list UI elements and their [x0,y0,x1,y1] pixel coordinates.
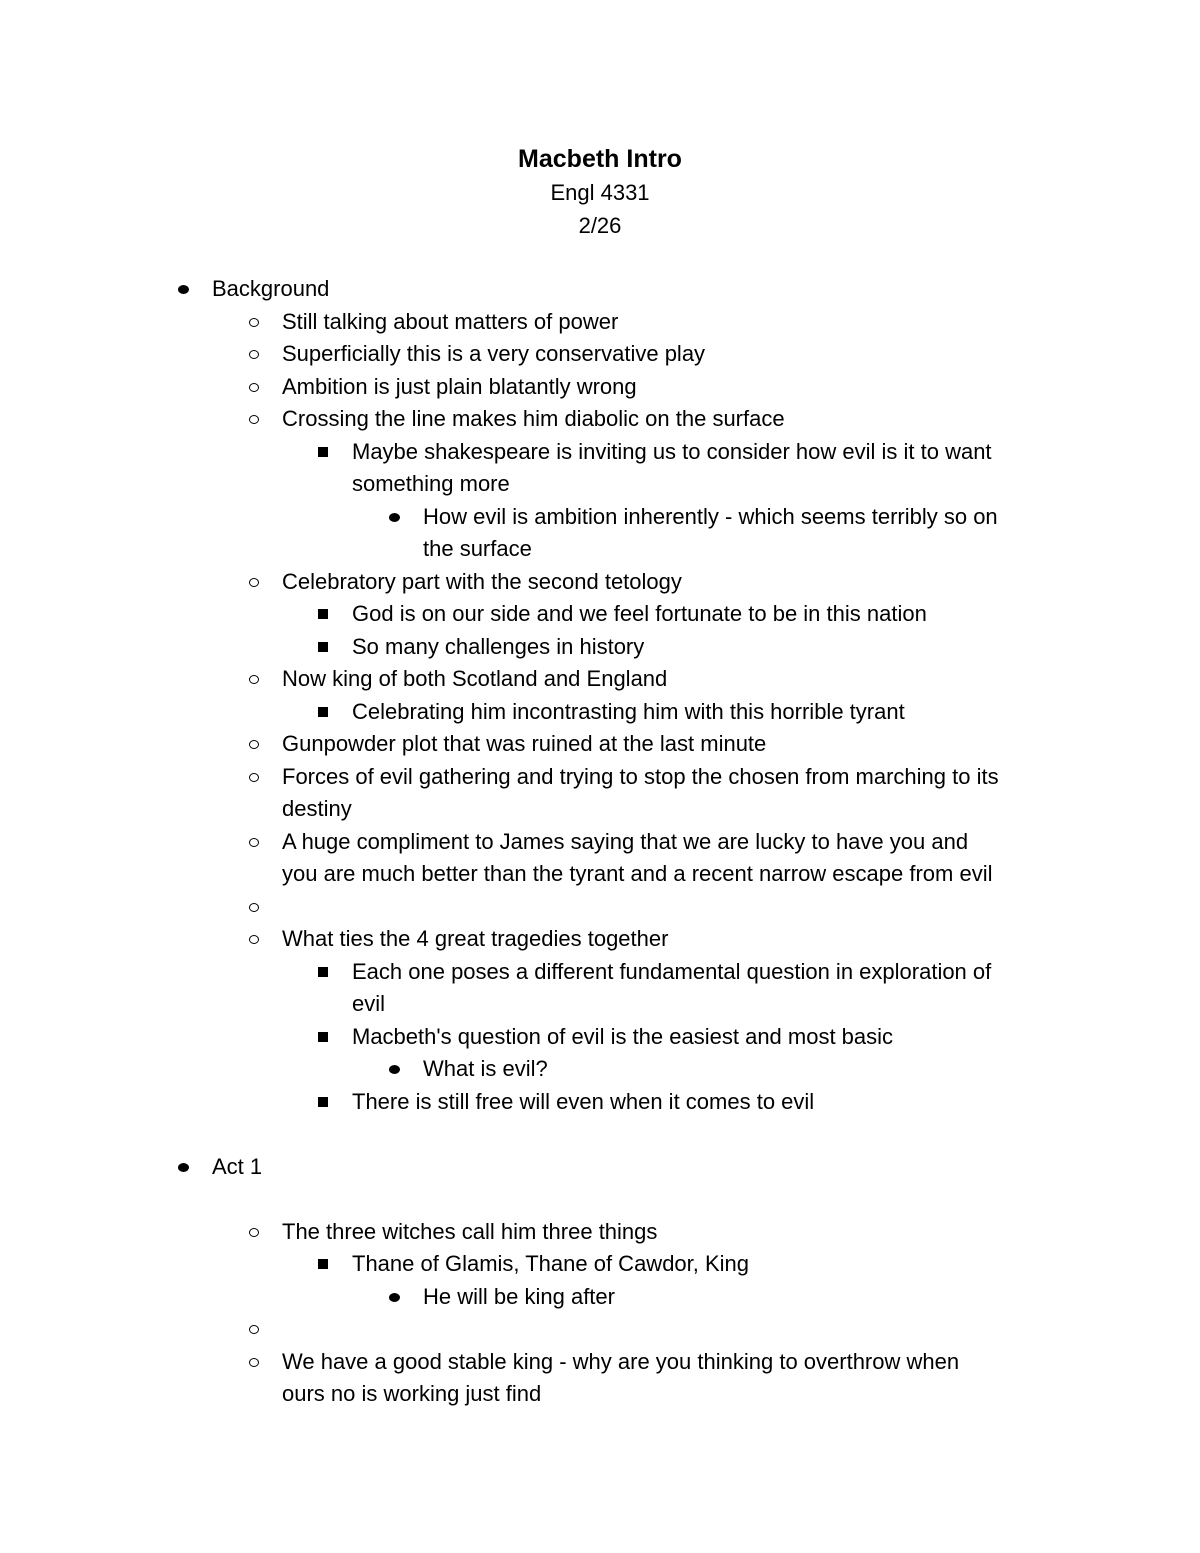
disc-bullet-icon [389,1065,400,1074]
outline-item-text: the surface [423,536,532,561]
square-bullet-icon [318,707,328,717]
circle-bullet-icon [249,773,259,782]
square-bullet-icon [318,1032,328,1042]
square-bullet-icon [318,967,328,977]
outline-item-text: you are much better than the tyrant and a recent narrow escape from evil [282,861,993,886]
disc-bullet-icon [178,285,189,294]
circle-bullet-icon [249,903,259,912]
circle-bullet-icon [249,838,259,847]
disc-bullet-icon [389,513,400,522]
circle-bullet-icon [249,1358,259,1367]
outline-item-text: How evil is ambition inherently - which seems terribly so on [423,503,998,529]
outline-item-text: Forces of evil gathering and trying to stop the chosen from marching to its [282,763,999,789]
circle-bullet-icon [249,1228,259,1237]
outline-item-text: What ties the 4 great tragedies together [282,926,669,951]
outline-item-text: There is still free will even when it comes to evil [352,1088,815,1114]
outline-item-text: A huge compliment to James saying that we are lucky to have you and [282,828,969,854]
outline-item-text: Still talking about matters of power [282,308,619,334]
outline-item-text: So many challenges in history [352,633,645,659]
outline-item-text: Macbeth's question of evil is the easiest and most basic [352,1023,894,1049]
square-bullet-icon [318,642,328,652]
square-bullet-icon [318,1259,328,1269]
circle-bullet-icon [249,318,259,327]
circle-bullet-icon [249,415,259,424]
circle-bullet-icon [249,350,259,359]
square-bullet-icon [318,447,328,457]
outline-item-text: Background [212,276,330,301]
circle-bullet-icon [249,383,259,392]
outline-item-text: Thane of Glamis, Thane of Cawdor, King [352,1251,750,1276]
document-date: 2/26 [578,213,622,238]
outline-item-text: What is evil? [423,1056,548,1081]
outline-item-text: Gunpowder plot that was ruined at the last minute [282,731,767,756]
outline-item-text: Now king of both Scotland and England [282,666,668,691]
outline-item-text: He will be king after [423,1283,615,1309]
outline-item-text: Superficially this is a very conservative play [282,341,706,366]
course-code: Engl 4331 [550,180,650,205]
document-title: Macbeth Intro [518,145,682,173]
circle-bullet-icon [249,578,259,587]
square-bullet-icon [318,1097,328,1107]
outline-item-text: God is on our side and we feel fortunate to be in this nation [352,601,927,626]
outline-item-text: We have a good stable king - why are you thinking to overthrow when [282,1348,960,1374]
outline-item-text: Maybe shakespeare is inviting us to consider how evil is it to want [352,438,992,464]
outline-item-text: destiny [282,796,352,821]
circle-bullet-icon [249,1325,259,1334]
outline-item-text: ours no is working just find [282,1381,542,1406]
square-bullet-icon [318,609,328,619]
outline-item-text: Celebrating him incontrasting him with this horrible tyrant [352,698,905,724]
outline-item-text: Celebratory part with the second tetology [282,568,682,594]
circle-bullet-icon [249,740,259,749]
outline-item-text: Crossing the line makes him diabolic on the surface [282,406,785,431]
disc-bullet-icon [178,1163,189,1172]
circle-bullet-icon [249,935,259,944]
outline-item-text: evil [352,991,386,1016]
circle-bullet-icon [249,675,259,684]
outline-item-text: something more [352,471,510,496]
disc-bullet-icon [389,1293,400,1302]
outline-item-text: Each one poses a different fundamental question in exploration of [352,958,992,984]
outline-item-text: Ambition is just plain blatantly wrong [282,373,637,399]
outline-item-text: Act 1 [212,1153,263,1179]
outline-item-text: The three witches call him three things [282,1218,658,1244]
